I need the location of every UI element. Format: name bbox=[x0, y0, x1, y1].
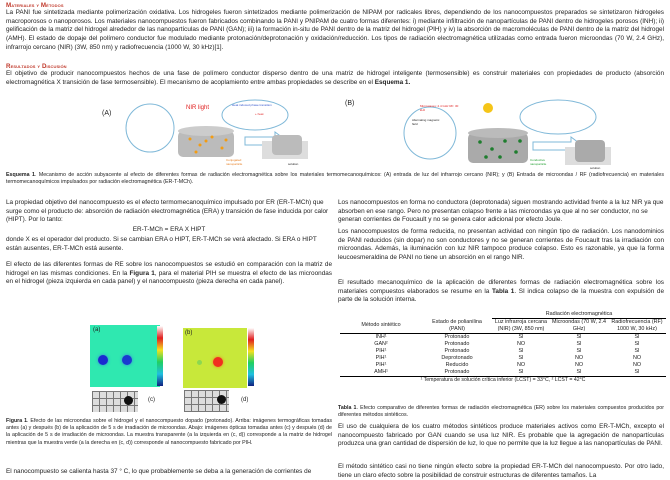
table-caption bbox=[338, 405, 664, 419]
rp3-text-b: . SI indica colapso de la muestra con expulsión de parte de la solución interna. bbox=[338, 287, 664, 304]
scheme-label-a: (A) bbox=[102, 110, 112, 117]
scheme-caption-text: . Mecanismo de acción subyacente al efecto de diferentes formas de radiación electromagnética sobre los materiales termomecanoquímicos: (A) entrada de luz del infrarrojo cercano (NIR); y (B) Entrada de microondas / RF (radiofrecuencia) en materiales termomecanoquímicos impulsados por radiación electromagnética (ER-T-MCh). bbox=[6, 172, 664, 186]
microwave-label: Microwaves: 2.4 GHz RF: 30 kHz bbox=[420, 104, 459, 112]
optical-image-before bbox=[92, 391, 138, 412]
right-paragraph-3 bbox=[338, 279, 664, 305]
table-cell: SI bbox=[634, 348, 640, 354]
table-cell: GAN² bbox=[374, 341, 388, 347]
table-cell: SI bbox=[634, 341, 640, 347]
table-cell: NO bbox=[574, 362, 584, 368]
table-cell: Deprotonado bbox=[441, 355, 473, 361]
table-footnote: ¹ Temperatura de solución crítica inferior (LCST) = 33°C, ² LCST = 42°C bbox=[340, 376, 666, 383]
rp3-text-a: El resultado mecanoquímico de la aplicación de diferentes formas de radiación electromagnética sobre los materiales compuestos elaborados se resume en la bbox=[338, 279, 664, 295]
figure-caption-text: . Efecto de las microondas sobre el hidrogel y el nanocompuesto dopado (protonado). Arriba: imágenes termográficas tomadas antes (a) y después (b) de la aplicación de 5 s de irradiación de microondas. Abajo: imágenes ópticas tomadas antes (c) y después (d) de la aplicación de 5 s de irradiación de microondas. La muestra transparente (a la izquierda en (c, d)) corresponde a la matriz de hidrogel mientras que la muestra verde (a la derecha en (c, d)) corresponde al nanocompuesto fabricado por PIH. bbox=[6, 418, 332, 446]
p3-text-b: , para el material PIH se muestra el efecto de las microondas en el hidrogel (pieza izquierda en cada panel) y el nanocompuesto (pieza derecha en cada panel). bbox=[6, 269, 333, 286]
table-cell: SI bbox=[518, 334, 524, 340]
p3-text-a: El efecto de las diferentes formas de RE sobre los nanocompuestos se estudió en comparación con la matriz de hidrogel en las mismas condiciones. En la bbox=[6, 261, 332, 277]
nir-label: NIR light bbox=[186, 105, 210, 111]
fig-label-c: (c) bbox=[148, 397, 155, 403]
methods-heading: Materiales y Métodos bbox=[6, 2, 64, 9]
table-cell: SI bbox=[634, 369, 640, 375]
figure-caption-label: Figura 1 bbox=[6, 418, 28, 424]
table-caption-text: . Efecto comparativo de diferentes formas de radiación electromagnética (ER) sobre los materiales compuestos producidos por diferentes métodos sintéticos. bbox=[338, 405, 664, 419]
thermal-image-before bbox=[90, 325, 160, 387]
fig-label-d: (d) bbox=[241, 397, 249, 403]
table-group-header: Radiación electromagnética bbox=[492, 311, 666, 319]
table-cell: Protonado bbox=[444, 341, 470, 347]
color-scale-b bbox=[248, 328, 254, 386]
thermal-image-after bbox=[183, 328, 247, 388]
table-cell: SI bbox=[576, 334, 582, 340]
table-cell: PIH¹ bbox=[375, 348, 387, 354]
results-heading: Resultados y Discusión bbox=[6, 63, 67, 70]
table-cell: SI bbox=[576, 369, 582, 375]
optical-image-after bbox=[184, 390, 229, 412]
col-header-method: Método sintético bbox=[361, 322, 401, 329]
table-cell: NO bbox=[632, 355, 642, 361]
results-text: El objetivo de producir nanocompuestos hechos de una fase de polímero conductor disperso dentro de una matriz de hidrogel inteligente (termosensible) es construir materiales con propiedades de producto (absorción electromagnética X transición de fase termosensible). El mecanismo de acoplamiento entre ambas propiedades se describe en el bbox=[6, 70, 664, 86]
table-ref: Tabla 1 bbox=[491, 287, 515, 295]
col-header-rf: Radiofrecuencia (RF) 1000 W, 30 kHz) bbox=[611, 319, 663, 332]
alternating-field-label: Alternating magnetic field bbox=[412, 118, 440, 126]
figure-ref: Figura 1 bbox=[129, 269, 155, 277]
table-cell: SI bbox=[634, 334, 640, 340]
scheme-caption bbox=[6, 172, 664, 186]
heat-label: + heat bbox=[255, 112, 264, 116]
conductive-label: Conductive nanoparticle bbox=[530, 158, 547, 166]
left-paragraph-2: donde X es el operador del producto. Si se cambian ERA o HIPT, ER-T-MCh se verá afectado. Si ERA o HIPT están ausentes, ER-T-MCh está ausente. bbox=[6, 236, 317, 252]
table-row bbox=[340, 348, 666, 355]
table-cell: Protonado bbox=[444, 348, 470, 354]
scheme-caption-label: Esquema 1 bbox=[6, 172, 35, 178]
table-cell: PIH¹ bbox=[375, 355, 387, 361]
left-paragraph-1: La propiedad objetivo del nanocompuesto es el efecto termomecanoquímico impulsado por ER (ER-T-MCh) que surge como el producto de: absorción de radiación electromagnética (ERA) y transición de fase inducida por calor (HIPT). Por lo tanto: bbox=[6, 199, 329, 224]
table-row bbox=[340, 369, 666, 376]
table-row bbox=[340, 341, 666, 348]
table-cell: AMH¹ bbox=[374, 369, 388, 375]
results-paragraph bbox=[6, 70, 664, 87]
table-cell: Reducido bbox=[445, 362, 469, 368]
right-paragraph-5: El método sintético casi no tiene ningún efecto sobre la propiedad ER-T-MCh del nanocompuesto. Por otro lado, tiene un claro efecto sobre la posibilidad de construir estructuras de diferentes tamaños. La bbox=[338, 463, 664, 479]
solution-label-a: solution bbox=[288, 162, 299, 166]
col-header-pani: Estado de polianilina (PANI) bbox=[432, 318, 482, 332]
conjugated-label: Conjugated nanoparticle bbox=[226, 158, 243, 166]
table-cell: Protonado bbox=[444, 369, 470, 375]
heat-transition-label: Heat induced phase transition bbox=[232, 103, 272, 107]
table-cell: NO bbox=[574, 355, 584, 361]
scheme-label-b: (B) bbox=[345, 100, 355, 107]
solution-label-b: solution bbox=[590, 166, 601, 170]
table-cell: NO bbox=[516, 362, 526, 368]
table-row bbox=[340, 334, 666, 342]
table-cell: SI bbox=[518, 369, 524, 375]
left-paragraph-3 bbox=[6, 261, 332, 287]
table-cell: INH¹ bbox=[375, 334, 387, 340]
right-paragraph-1: Los nanocompuestos en forma no conductora (deprotonada) siguen mostrando actividad frente a la luz NIR ya que absorben en ese rango. Pero no presentan colapso frente a las microondas ya que al no ser conductor, no se generan corrientes de Foucault y no se genera calor adicional por efecto Joule. bbox=[338, 199, 664, 224]
table-cell: PIH¹ bbox=[375, 362, 387, 368]
equation: ER-T-MCh = ERA X HIPT bbox=[132, 226, 206, 233]
col-header-microwave: Microondas (70 W, 2.4 GHz) bbox=[552, 319, 606, 332]
table-row bbox=[340, 362, 666, 369]
table-cell: Protonado bbox=[444, 334, 470, 340]
methods-paragraph: La PANI fue sintetizada mediante polimerización oxidativa. Los hidrogeles fueron sintetizados mediante polimerización de NIPAM por radicales libres, dependiendo de los nanocompuestos preparados se sintetizaron hidrogeles macroporosos o nanoporosos. Los materiales nanocompuestos fueron fabricados combinando la PANI y PNIPAM de cuatro formas diferentes: i) mediante infiltración de nanopartículas de PANI dentro de hidrogeles porosos (INH); ii) gelificación de la matriz del hidrogel alrededor de las nanopartículas de PANI (GAN); iii) la formación in-situ de PANI dentro de la matriz del hidrogel (PIH) y iv) la absorción de macromoléculas de PANI dentro de la matriz del hidrogel (AMH). El estado de dopaje del polímero conductor fue modulado mediante protonación/deprotonación y oxidación/reducción. Los tipos de radiación electromagnética utilizadas como entrada fueron microondas (70 W, 2.4 GHz), infrarrojo cercano (NIR) (3W, 850 nm) y radiofrecuencia (1000 W, 30 kHz)[1]. bbox=[6, 9, 664, 51]
col-header-nir: Luz infrarroja cercana (NIR) (3W, 850 nm) bbox=[494, 319, 548, 332]
fig-label-b: (b) bbox=[185, 330, 193, 336]
table-cell: SI bbox=[518, 348, 524, 354]
left-paragraph-4: El nanocompuesto se calienta hasta 37 ° C, lo que probablemente se deba a la generación de corrientes de bbox=[6, 468, 312, 475]
table-row bbox=[340, 355, 666, 362]
scheme-1-figure bbox=[0, 95, 670, 170]
table-cell: SI bbox=[576, 348, 582, 354]
table-cell: SI bbox=[576, 341, 582, 347]
right-paragraph-2: Los nanocompuestos de forma reducida, no presentan actividad con ningún tipo de radiación. Los nanodominios de PANI reducidos (sin dopar) no son conductores y no se generan corrientes de Foucault tras la irradiación con microondas. Además, la iluminación con luz NIR tampoco produce colapso. Esto es razonable, ya que la forma leucoesmeraldina de PANI no tiene un absorción en el rango NIR. bbox=[338, 228, 664, 262]
color-scale-a bbox=[157, 326, 163, 386]
table-cell: NO bbox=[516, 341, 526, 347]
figure-caption bbox=[6, 418, 332, 447]
table-cell: NO bbox=[632, 362, 642, 368]
table-cell: SI bbox=[518, 355, 524, 361]
table-1 bbox=[340, 311, 666, 383]
fig-label-a: (a) bbox=[93, 327, 101, 333]
table-caption-label: Tabla 1 bbox=[338, 405, 357, 411]
scheme-ref: Esquema 1. bbox=[374, 78, 411, 86]
right-paragraph-4: El uso de cualquiera de los cuatro métodos sintéticos produce materiales activos como ER-T-MCh, excepto el nanocompuesto fabricado por GAN cuando se usa luz NIR. Es probable que la agregación de nanopartículas produzca una gran cantidad de dispersión de luz, lo que no permite que la luz llegue a las nanopartículas de PANI. bbox=[338, 423, 664, 448]
